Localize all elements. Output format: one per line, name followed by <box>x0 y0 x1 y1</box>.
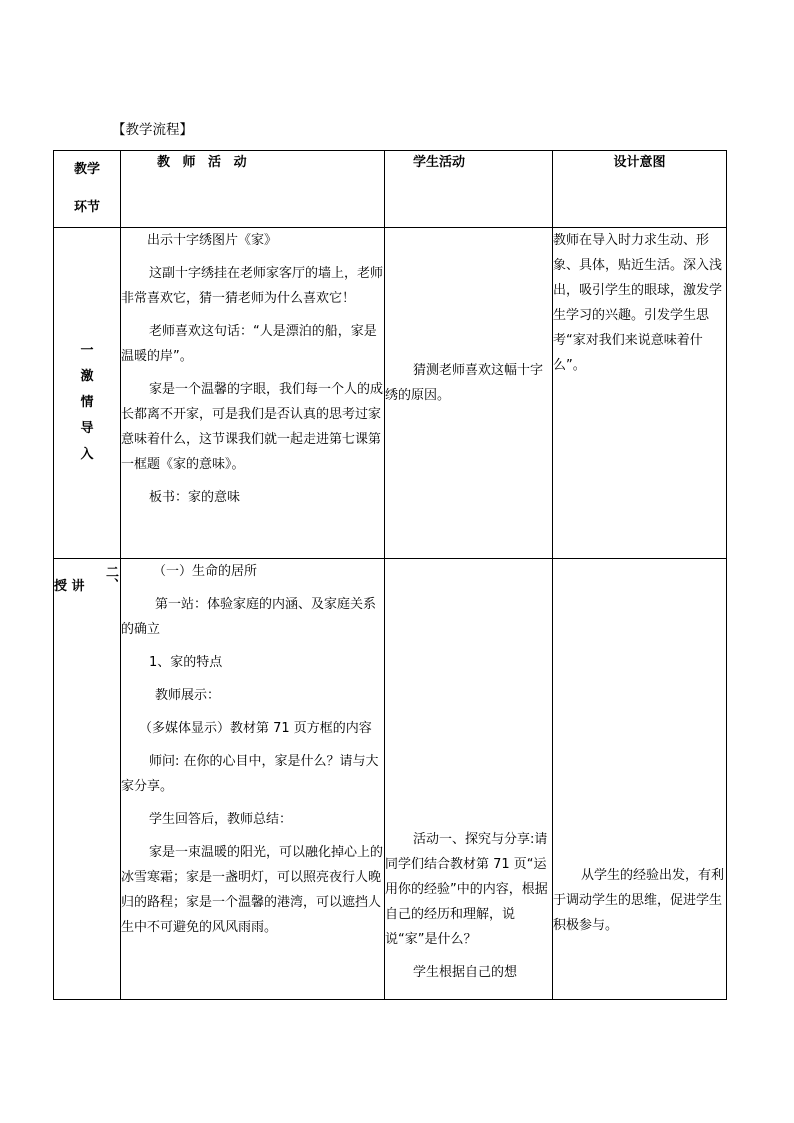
teacher-activity-cell <box>121 228 385 559</box>
teacher-para: （一）生命的居所 <box>153 564 258 579</box>
teacher-para: 第一站：体验家庭的内涵、及家庭关系的确立 <box>121 597 377 637</box>
teacher-para: 板书：家的意味 <box>149 490 241 505</box>
teacher-para: 家是一束温暖的阳光，可以融化掉心上的冰雪寒霜；家是一盏明灯，可以照亮夜行人晚归的路程；家是一个温馨的港湾，可以遮挡人生中不可避免的风风雨雨。 <box>121 845 384 935</box>
stage-number: 二、 <box>103 565 118 591</box>
teacher-para: （多媒体显示）教材第 71 页方框的内容 <box>139 721 372 736</box>
header-stage <box>54 151 121 228</box>
teacher-para: 家是一个温馨的字眼，我们每一个人的成长都离不开家，可是我们是否认真的思考过家意味着什么，这节课我们就一起走进第七课第一框题《家的意味》。 <box>121 382 384 472</box>
stage-cell <box>54 228 121 559</box>
student-activity-cell <box>385 559 553 1000</box>
table-row <box>54 559 727 1000</box>
stage-label: 一 激 情 导 入 <box>80 343 94 462</box>
table-row <box>54 228 727 559</box>
section-title: 【教学流程】 <box>112 122 193 138</box>
student-para: 猜测老师喜欢这幅十字绣的原因。 <box>385 363 544 403</box>
design-intent-cell <box>553 228 727 559</box>
header-teacher-activity: 教 师 活 动 <box>121 151 385 228</box>
header-design-intent: 设计意图 <box>553 151 727 228</box>
student-para: 活动一、探究与分享:请同学们结合教材第 71 页“运用你的经验”中的内容，根据自己的经历和理解，说说“家”是什么？ <box>385 832 548 947</box>
student-para: 学生根据自己的想 <box>413 965 518 980</box>
student-activity-cell <box>385 228 553 559</box>
teacher-para: 老师喜欢这句话：“人是漂泊的船，家是温暖的岸”。 <box>121 324 377 364</box>
teacher-para: 学生回答后，教师总结： <box>149 812 293 827</box>
header-row <box>54 151 727 228</box>
teacher-activity-cell <box>121 559 385 1000</box>
teacher-para: 出示十字绣图片《家》 <box>147 233 278 248</box>
teacher-para: 师问: 在你的心目中，家是什么？请与大家分享。 <box>121 754 379 794</box>
teaching-flow-table <box>53 150 727 1000</box>
intent-para: 从学生的经验出发，有利于调动学生的思维，促进学生积极参与。 <box>553 868 725 933</box>
teacher-para: 这副十字绣挂在老师家客厅的墙上，老师非常喜欢它，猜一猜老师为什么喜欢它！ <box>121 266 384 306</box>
header-stage-line2: 环节 <box>73 200 100 215</box>
intent-para: 教师在导入时力求生动、形象、具体，贴近生活。深入浅出，吸引学生的眼球，激发学生学习的兴趣。引发学生思考“家对我们来说意味着什么”。 <box>553 233 723 373</box>
header-student-activity: 学生活动 <box>385 151 553 228</box>
header-stage-line1: 教学 <box>73 162 100 177</box>
teacher-para: 教师展示： <box>155 688 221 703</box>
teacher-para: 1、家的特点 <box>149 655 223 670</box>
stage-label: 授 讲 <box>54 579 85 594</box>
stage-cell <box>54 559 121 1000</box>
design-intent-cell <box>553 559 727 1000</box>
